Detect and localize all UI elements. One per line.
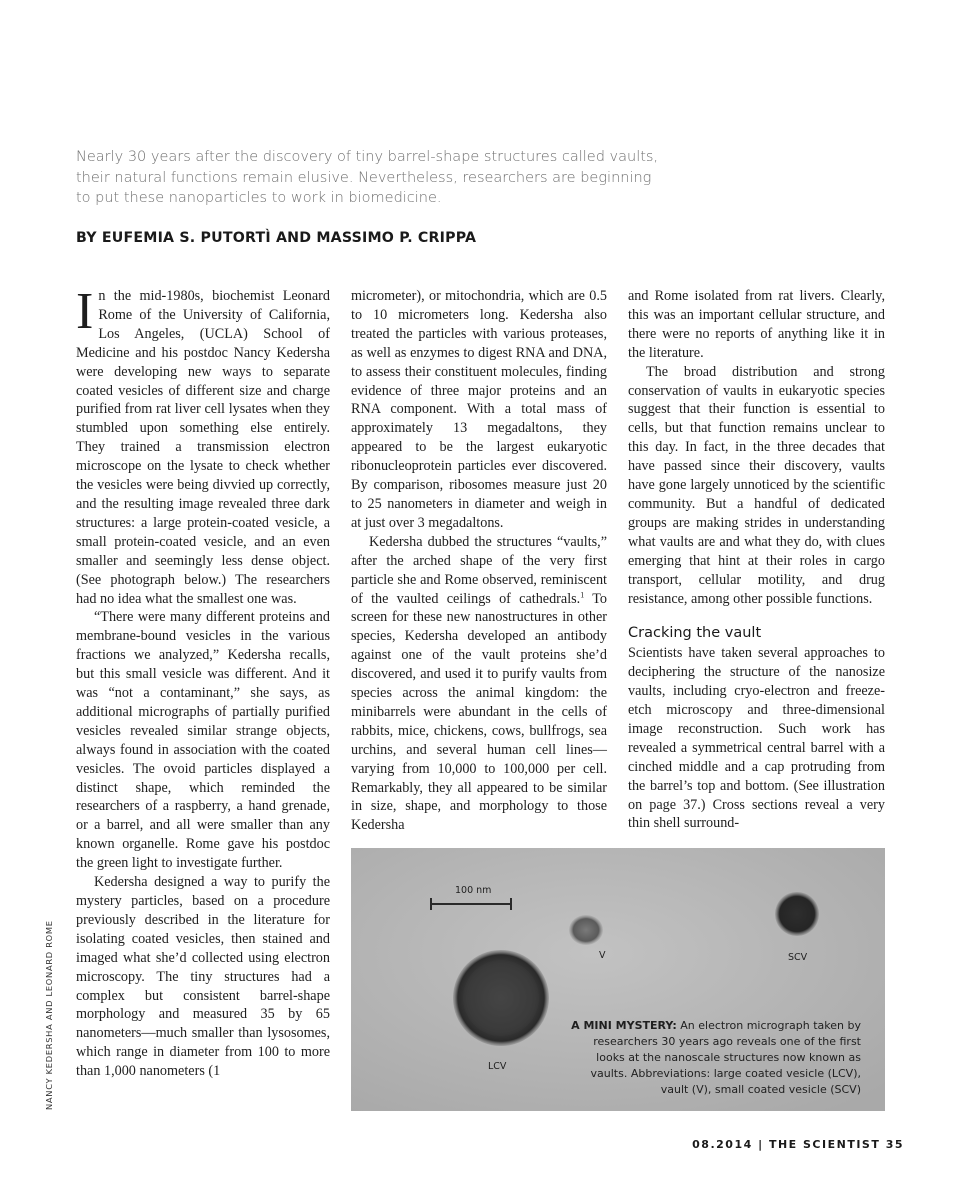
paragraph: “There were many different proteins and membrane-bound vesicles in the various fractions we analyzed,” Kedersha recalls, but this small vesicle was different. And it was “not a contaminant,” she says, as additional micrographs of partially purified vesicles revealed similar strange objects, always found in association with the coated vesicles. The ovoid particles displayed a distinct shape, which reminded the researchers of a raspberry, a hand grenade, or a barrel, and all were smaller than any known organelle. Rome gave his postdoc the green light to investigate further. (76, 609, 330, 872)
paragraph: micrometer), or mitochondria, which are 0.5 to 10 micrometers long. Kedersha also treated the particles with various proteases, as well as enzymes to digest RNA and DNA, to assess their constituent molecules, finding evidence of three major proteins and an RNA component. With a total mass of approximately 13 megadaltons, they appeared to be the largest eukaryotic ribonucleoprotein particles ever discovered. By comparison, ribosomes measure just 20 to 25 nanometers in diameter and weigh in at just over 3 megadaltons. (351, 288, 607, 531)
footer-separator: | (752, 1138, 769, 1151)
publication-name: THE SCIENTIST (768, 1138, 881, 1151)
drop-cap: I (76, 283, 94, 340)
label-scv: SCV (788, 952, 808, 963)
article-deck (76, 147, 716, 209)
paragraph (76, 283, 330, 608)
deck-line: to put these nanoparticles to work in biomedicine. (76, 190, 442, 206)
scale-bar-label: 100 nm (455, 885, 492, 896)
page-number: 35 (885, 1138, 904, 1151)
label-v: V (599, 950, 606, 961)
caption-heading: A MINI MYSTERY: (571, 1019, 677, 1032)
paragraph-text: n the mid-1980s, biochemist Leonard Rome of the University of California, Los Angeles, (UCLA) School of Medicine and his postdoc Nancy Kedersha were developing new ways to separate coated vesicles of different size and charge purified from rat liver cell lysates when they stumbled upon something else entirely. They trained a transmission electron microscope on the lysate to check whether the vesicles were being divvied up correctly, and the resulting image revealed three dark structures: a large protein-coated vesicle, a small protein-coated vesicle, and an even smaller and seemingly less dense object. (See photograph below.) The researchers had no idea what the smallest one was. (76, 288, 330, 607)
deck-line: their natural functions remain elusive. Nevertheless, researchers are beginning (76, 169, 652, 186)
paragraph: The broad distribution and strong conservation of vaults in eukaryotic species suggest that their function is essential to cells, but that function remains unclear to this day. In fact, in the three decades that have passed since their discovery, vaults have gone largely unnoticed by the scientific community. But a handful of dedicated groups are making strides in understanding what vaults are and what they do, with clues emerging that hint at their roles in cargo transport, cellular motility, and drug resistance, among other possible functions. (628, 363, 885, 607)
vault-particle (569, 915, 603, 945)
scv-particle (775, 892, 819, 936)
byline: BY EUFEMIA S. PUTORTÌ AND MASSIMO P. CRIPPA (76, 230, 477, 246)
photo-credit: NANCY KEDERSHA AND LEONARD ROME (44, 920, 54, 1110)
paragraph (351, 533, 607, 836)
column-1 (76, 283, 330, 1081)
paragraph: Scientists have taken several approaches to deciphering the structure of the nanosize vaults, including cryo-electron and freeze-etch microscopy and three-dimensional image reconstruction. Such work has revealed a symmetrical central barrel with a cinched middle and a cap protruding from the barrel’s top and bottom. (See illustration on page 37.) Cross sections reveal a very thin shell surround- (628, 645, 885, 832)
electron-micrograph (351, 848, 885, 1111)
caption-text: An electron micrograph taken by researchers 30 years ago reveals one of the first looks at the nanoscale structures now known as vaults. Abbreviations: large coated vesicle (LCV), vault (V), small coated vesicle (SCV) (590, 1019, 861, 1096)
column-3 (628, 287, 885, 833)
paragraph-text: Kedersha dubbed the structures “vaults,” after the arched shape of the very first particle she and Rome observed, reminiscent of the vaulted ceilings of cathedrals. (351, 533, 607, 607)
page-footer (692, 1138, 904, 1151)
paragraph: Kedersha designed a way to purify the mystery particles, based on a procedure previously described in the literature for isolating coated vesicles, then stained and imaged what she’d collected using electron microscopy. The tiny structures had a complex but consistent barrel-shape morphology and measured 35 by 65 nanometers—much smaller than lysosomes, which range in diameter from 100 to more than 1,000 nanometers (1 (76, 874, 330, 1080)
column-2 (351, 287, 607, 835)
deck-line: Nearly 30 years after the discovery of tiny barrel-shape structures called vaults, (76, 149, 659, 165)
paragraph: and Rome isolated from rat livers. Clearly, this was an important cellular structure, and there were no reports of anything like it in the literature. (628, 288, 885, 361)
footnote-ref[interactable]: 1 (580, 589, 585, 599)
figure-caption (571, 1018, 861, 1098)
section-heading: Cracking the vault (628, 625, 762, 642)
label-lcv: LCV (488, 1061, 507, 1072)
issue-date: 08.2014 (692, 1138, 753, 1151)
paragraph-text: To screen for these new nanostructures in other species, Kedersha developed an antibody against one of the vault proteins she’d discovered, and used it to purify vaults from species across the animal kingdom: the minibarrels were abundant in the cells of rabbits, mice, chickens, cows, bullfrogs, sea urchins, and several human cell lines—varying from 10,000 to 100,000 per cell. Remarkably, they all appeared to be similar in size, shape, and morphology to those Kedersha (351, 590, 607, 834)
